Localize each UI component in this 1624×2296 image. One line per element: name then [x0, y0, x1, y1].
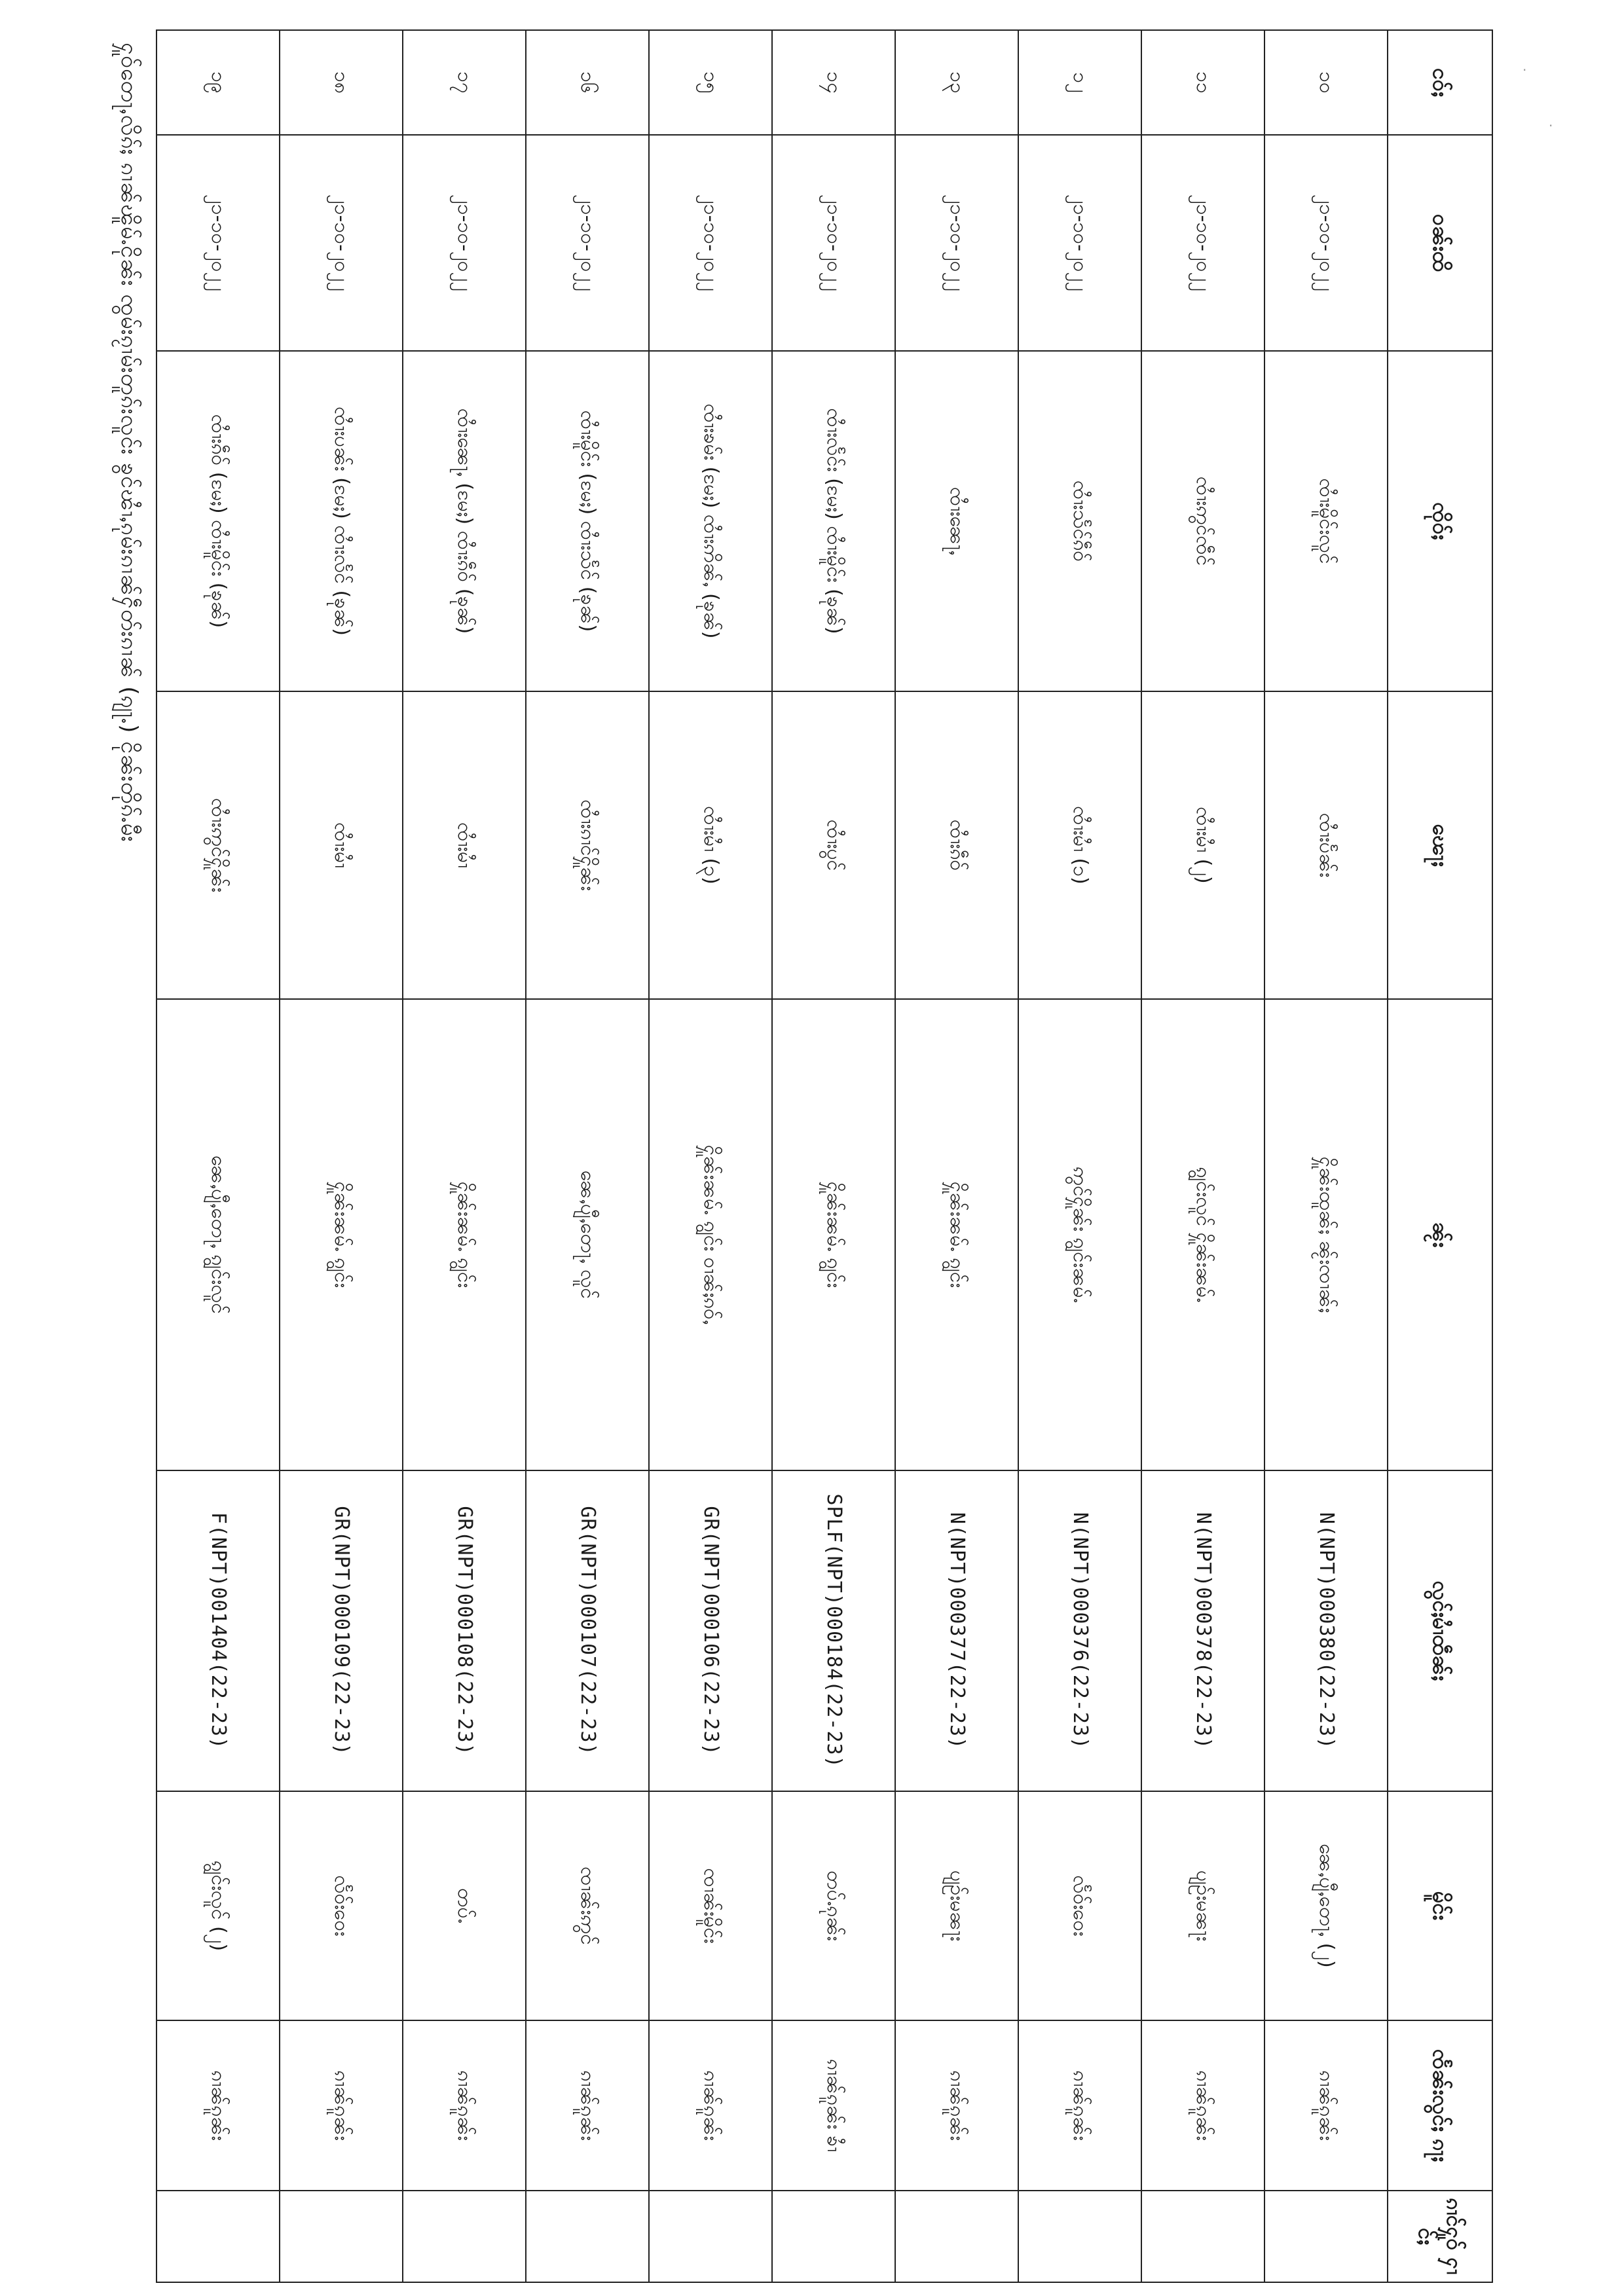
cell-remark — [403, 2191, 526, 2282]
scan-mark: · — [1522, 62, 1527, 78]
cell-date: ၂၁-၁၀-၂၀၂၂ — [1264, 135, 1388, 351]
cell-address: ဢွင်ႁိူၼ်း ၵျွင်းၼမ်ႉ — [1018, 999, 1141, 1470]
cell-father: ၸၢႆးၵဵဝ် — [895, 691, 1018, 999]
cell-type: ၵၢၼ်ၵူၼ်း — [895, 2020, 1018, 2191]
cell-name: ၸၢႆးၵဵဝ် (မႄႈ) ၸၢႆးမိူင်း (ၶုၼ်) — [157, 351, 280, 691]
cell-address: ၼေႇပျီႇတေႃႇ လူင် — [526, 999, 649, 1470]
cell-address: ႁိူၼ်းၼမ်ႉ ၵျွင်း — [772, 999, 895, 1470]
cell-no: ၁၆ — [526, 30, 649, 135]
header-township: မိူင်း — [1388, 1791, 1492, 2020]
cell-name: ၸၢႆးလႅင်း (မႄႈ) ၸၢႆးမိူင်း (ၶုၼ်) — [772, 351, 895, 691]
cell-address: ၼေႇပျီႇတေႃႇ ၵျွင်းလူင် — [157, 999, 280, 1470]
cell-date: ၂၁-၁၀-၂၀၂၂ — [526, 135, 649, 351]
cell-township: လႅဝ်းဝေး — [1018, 1791, 1141, 2020]
cell-address: ၵျွင်းလူင် ႁိူၼ်းၼမ်ႉ — [1141, 999, 1264, 1470]
cell-address: ႁိူၼ်းၼမ်ႉ ၵျွင်း — [403, 999, 526, 1470]
header-no: ငဝ်ႈ — [1388, 30, 1492, 135]
cell-registration: N(NPT)000376(22-23) — [1018, 1470, 1141, 1791]
cell-remark — [157, 2191, 280, 2282]
cell-date: ၂၁-၁၀-၂၀၂၂ — [895, 135, 1018, 351]
cell-father: ၸၢႆးမၢႆ (၂) — [1141, 691, 1264, 999]
table-row — [157, 30, 280, 2282]
table-row — [649, 30, 772, 2282]
cell-date: ၂၁-၁၀-၂၀၂၂ — [772, 135, 895, 351]
cell-name: ၸၢႆးၼေႃႇ — [895, 351, 1018, 691]
cell-father: ၸၢႆးမၢႆ — [280, 691, 403, 999]
cell-father: ၸၢႆးပွင် — [772, 691, 895, 999]
cell-registration: GR(NPT)000107(22-23) — [526, 1470, 649, 1791]
cell-no: ၁၇ — [403, 30, 526, 135]
cell-no: ၁၈ — [280, 30, 403, 135]
cell-no: ၁၀ — [1264, 30, 1388, 135]
cell-father: ၸၢႆးမၢႆ — [403, 691, 526, 999]
cell-type: ၵၢၼ်ၵူၼ်း — [1264, 2020, 1388, 2191]
cell-township: ၵျွင်းလူင် (၂) — [157, 1791, 280, 2020]
cell-remark — [1018, 2191, 1141, 2282]
register-table — [156, 29, 1493, 2283]
cell-remark — [772, 2191, 895, 2282]
cell-type: ၵၢၼ်ၵူၼ်း — [1141, 2020, 1264, 2191]
cell-father: ၸၢႆးဢွင်ႁိူၼ်း — [157, 691, 280, 999]
cell-township: ၼေႇပျီႇတေႃႇ (၂) — [1264, 1791, 1388, 2020]
cell-registration: SPLF(NPT)000184(22-23) — [772, 1470, 895, 1791]
cell-type: ၵၢၼ်ၵူၼ်း — [403, 2020, 526, 2191]
table-row — [526, 30, 649, 2282]
cell-type: ၵၢၼ်ၵူၼ်း — [526, 2020, 649, 2191]
header-name: ၸိုဝ်ႈ — [1388, 351, 1492, 691]
cell-name: ၸၢႆးဢွင်ၸဵင် — [1141, 351, 1264, 691]
cell-type: ၵၢၼ်ၵူၼ်း ၶၢႆ — [772, 2020, 895, 2191]
cell-registration: GR(NPT)000109(22-23) — [280, 1470, 403, 1791]
cell-remark — [526, 2191, 649, 2282]
header-remark: ၵၢင်ႁူဝ် ႁၢင်ႈ — [1388, 2191, 1492, 2282]
header-date: ဝၼ်းထိ — [1388, 135, 1492, 351]
cell-name: ၸၢႆးပၼ်း (မႄႈ) ၸၢႆးလႅင် (ၶုၼ်) — [280, 351, 403, 691]
table-row — [403, 30, 526, 2282]
cell-date: ၂၁-၁၀-၂၀၂၂ — [403, 135, 526, 351]
cell-no: ၁၃ — [895, 30, 1018, 135]
cell-father: ၸၢႆးၵၢင်ႁိူၼ်း — [526, 691, 649, 999]
scan-mark: · — [1549, 118, 1553, 134]
cell-no: ၁၁ — [1141, 30, 1264, 135]
cell-address: ႁိူၼ်းထူၼ်ႈ ၼႂ်းၸၢၼ်ႈ — [1264, 999, 1388, 1470]
cell-date: ၂၁-၁၀-၂၀၂၂ — [1018, 135, 1141, 351]
cell-township: တပ်ႉ — [403, 1791, 526, 2020]
cell-township: ၸၢၼ်းမိူင်း — [649, 1791, 772, 2020]
cell-no: ၁၅ — [649, 30, 772, 135]
cell-name: ၸၢႆးမိူင်း (မႄႈ) ၸၢႆးသႅင် (ၶုၼ်) — [526, 351, 649, 691]
cell-registration: F(NPT)001404(22-23) — [157, 1470, 280, 1791]
cell-registration: GR(NPT)000108(22-23) — [403, 1470, 526, 1791]
cell-address: ႁိူၼ်းၼမ်ႉ ၵျွင်း — [280, 999, 403, 1470]
document-title: ႁူဝ်တေႃႇလိၵ်ႈ ၵၢၼ်ၽိူမ်ႉငိုၼ်း ၸွမ်းၵႂၢမ်းတူၵ်းလူင်း ၶွင်ၽၢႆႇၵုမ်းၵၢၼ်ႁဵတ်းၵၢၼ် (ၵျႃႉ) ငိုၼ်းတိုၵ်ႉမီး — [116, 43, 142, 843]
cell-registration: GR(NPT)000106(22-23) — [649, 1470, 772, 1791]
table-row — [895, 30, 1018, 2282]
cell-registration: N(NPT)000377(22-23) — [895, 1470, 1018, 1791]
cell-remark — [1141, 2191, 1264, 2282]
cell-remark — [895, 2191, 1018, 2282]
cell-no: ၁၂ — [1018, 30, 1141, 135]
cell-registration: N(NPT)000380(22-23) — [1264, 1470, 1388, 1791]
header-address: ၼႂ်း — [1388, 999, 1492, 1470]
cell-address: ႁိူၼ်းၼမ်ႉ ၵျွင်း — [895, 999, 1018, 1470]
cell-remark — [1264, 2191, 1388, 2282]
cell-type: ၵၢၼ်ၵူၼ်း — [649, 2020, 772, 2191]
cell-name: ၸၢႆးၶမ်း (မႄႈ) ၸၢႆးဢိၼ်ႇ (ၶုၼ်) — [649, 351, 772, 691]
cell-name: ၸၢႆးၼေႃႇ (မႄႈ) ၸၢႆးၵဵဝ် (ၶုၼ်) — [403, 351, 526, 691]
cell-date: ၂၁-၁၀-၂၀၂၂ — [1141, 135, 1264, 351]
header-row — [1388, 30, 1492, 2282]
header-type: ၸႅၼ်းလွင်ႈ ၵႃႈ — [1388, 2020, 1492, 2191]
header-father: ၽေႃႈ — [1388, 691, 1492, 999]
cell-address: ႁိူၼ်းၼမ်ႉ ၵျွင်း ဝၢၼ်ႈၵဝ်ႇ — [649, 999, 772, 1470]
table-row — [1141, 30, 1264, 2282]
table-row — [1264, 30, 1388, 2282]
cell-no: ၁၉ — [157, 30, 280, 135]
header-registration: လွင်ႈမၢႆထဵၼ်ႈ — [1388, 1470, 1492, 1791]
cell-remark — [280, 2191, 403, 2282]
cell-township: တပ်ႉၵုၼ်း — [772, 1791, 895, 2020]
cell-name: ၸၢႆးသႅင်ၵဵဝ် — [1018, 351, 1141, 691]
rotated-document — [116, 29, 1493, 2282]
cell-no: ၁၄ — [772, 30, 895, 135]
cell-type: ၵၢၼ်ၵူၼ်း — [280, 2020, 403, 2191]
cell-type: ၵၢၼ်ၵူၼ်း — [157, 2020, 280, 2191]
cell-remark — [649, 2191, 772, 2282]
cell-registration: N(NPT)000378(22-23) — [1141, 1470, 1264, 1791]
cell-date: ၂၁-၁၀-၂၀၂၂ — [280, 135, 403, 351]
cell-date: ၂၁-၁၀-၂၀၂၂ — [649, 135, 772, 351]
cell-father: ၸၢႆးပႅၼ်း — [1264, 691, 1388, 999]
cell-township: ပျဥ်းမၼႃး — [895, 1791, 1018, 2020]
cell-type: ၵၢၼ်ၵူၼ်း — [1018, 2020, 1141, 2191]
table-row — [1018, 30, 1141, 2282]
cell-date: ၂၁-၁၀-၂၀၂၂ — [157, 135, 280, 351]
table-row — [772, 30, 895, 2282]
cell-father: ၸၢႆးမၢႆ (၁) — [1018, 691, 1141, 999]
table-body — [157, 30, 1388, 2282]
cell-township: ၸၢၼ်းဢွင် — [526, 1791, 649, 2020]
cell-father: ၸၢႆးမၢႆ (၃) — [649, 691, 772, 999]
cell-township: လႅဝ်းဝေး — [280, 1791, 403, 2020]
cell-name: ၸၢႆးမိူင်းလူင် — [1264, 351, 1388, 691]
cell-township: ပျဥ်းမၼႃး — [1141, 1791, 1264, 2020]
table-row — [280, 30, 403, 2282]
